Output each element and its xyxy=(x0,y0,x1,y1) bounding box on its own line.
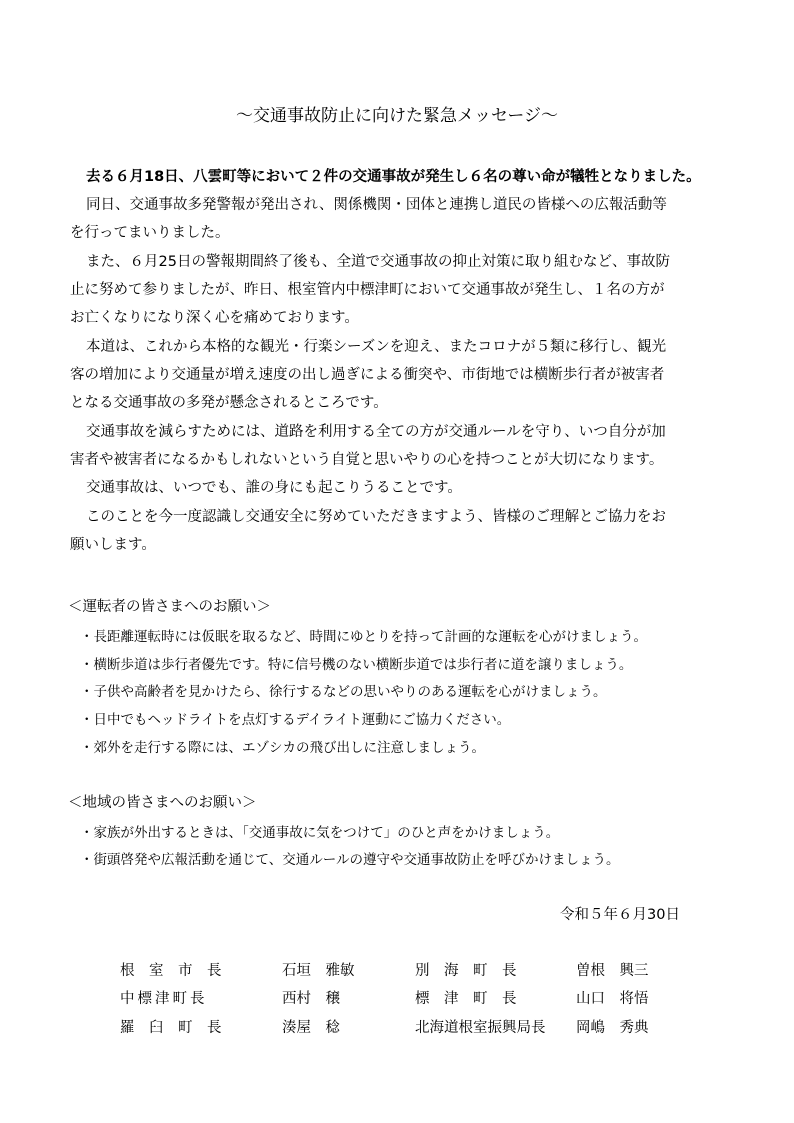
community-list-item: ・家族が外出するときは、「交通事故に気をつけて」のひと声をかけましょう。 xyxy=(80,825,560,841)
page-title: 〜交通事故防止に向けた緊急メッセージ〜 xyxy=(236,106,558,126)
paragraph-line: を行ってまいりました。 xyxy=(70,225,230,241)
community-section-heading: ＜地域の皆さまへのお願い＞ xyxy=(68,795,257,811)
document-date: 令和５年６月30日 xyxy=(560,907,680,923)
signatory-title: 北海道根室振興局長 xyxy=(415,1020,546,1036)
drivers-section-heading: ＜運転者の皆さまへのお願い＞ xyxy=(68,599,271,615)
paragraph-line: 止に努めて参りましたが、昨日、根室管内中標津町において交通事故が発生し、１名の方が xyxy=(70,282,665,298)
signatory-name: 曽根 興三 xyxy=(576,963,649,979)
drivers-list-item: ・郊外を走行する際には、エゾシカの飛び出しに注意しましょう。 xyxy=(80,740,485,756)
community-list-item: ・街頭啓発や広報活動を通じて、交通ルールの遵守や交通事故防止を呼びかけましょう。 xyxy=(80,852,620,868)
signatory-name: 西村 穣 xyxy=(282,991,340,1007)
paragraph-line: 客の増加により交通量が増え速度の出し過ぎによる衝突や、市街地では横断歩行者が被害者 xyxy=(70,367,665,383)
paragraph-line: 願いします。 xyxy=(70,537,156,553)
paragraph-line: 同日、交通事故多発警報が発出され、関係機関・団体と連携し道民の皆様への広報活動等 xyxy=(86,197,667,213)
drivers-list-item: ・日中でもヘッドライトを点灯するデイライト運動にご協力ください。 xyxy=(80,712,511,728)
paragraph-line: 交通事故を減らすためには、道路を利用する全ての方が交通ルールを守り、いつ自分が加 xyxy=(86,424,666,440)
paragraph-line: となる交通事故の多発が懸念されるところです。 xyxy=(70,395,388,411)
paragraph-line: 交通事故は、いつでも、誰の身にも起こりうることです。 xyxy=(86,480,462,496)
signatory-name: 岡嶋 秀典 xyxy=(576,1020,649,1036)
signatory-title: 根 室 市 長 xyxy=(120,963,222,979)
drivers-list-item: ・子供や高齢者を見かけたら、徐行するなどの思いやりのある運転を心がけましょう。 xyxy=(80,684,607,700)
signatory-title: 別 海 町 長 xyxy=(415,963,517,979)
paragraph-line: 害者や被害者になるかもしれないという自覚と思いやりの心を持つことが大切になります。 xyxy=(70,452,664,468)
paragraph-line: また、６月25日の警報期間終了後も、全道で交通事故の抑止対策に取り組むなど、事故防 xyxy=(86,254,670,270)
drivers-list-item: ・横断歩道は歩行者優先です。特に信号機のない横断歩道では歩行者に道を譲りましょう。 xyxy=(80,657,633,673)
paragraph-line: このことを今一度認識し交通安全に努めていただきますよう、皆様のご理解とご協力をお xyxy=(86,509,666,525)
signatory-name: 山口 将悟 xyxy=(576,991,649,1007)
paragraph-line: お亡くなりになり深く心を痛めております。 xyxy=(70,310,359,326)
paragraph-line: 去る６月18日、八雲町等において２件の交通事故が発生し６名の尊い命が犠牲となりました。 xyxy=(86,169,701,185)
signatory-title: 中標津町長 xyxy=(120,991,208,1007)
signatory-title: 羅 臼 町 長 xyxy=(120,1020,222,1036)
drivers-list-item: ・長距離運転時には仮眠を取るなど、時間にゆとりを持って計画的な運転を心がけましょう。 xyxy=(80,629,647,645)
signatory-name: 石垣 雅敏 xyxy=(282,963,355,979)
signatory-title: 標 津 町 長 xyxy=(415,991,517,1007)
paragraph-line: 本道は、これから本格的な観光・行楽シーズンを迎え、またコロナが５類に移行し、観光 xyxy=(86,339,667,355)
signatory-name: 湊屋 稔 xyxy=(282,1020,340,1036)
